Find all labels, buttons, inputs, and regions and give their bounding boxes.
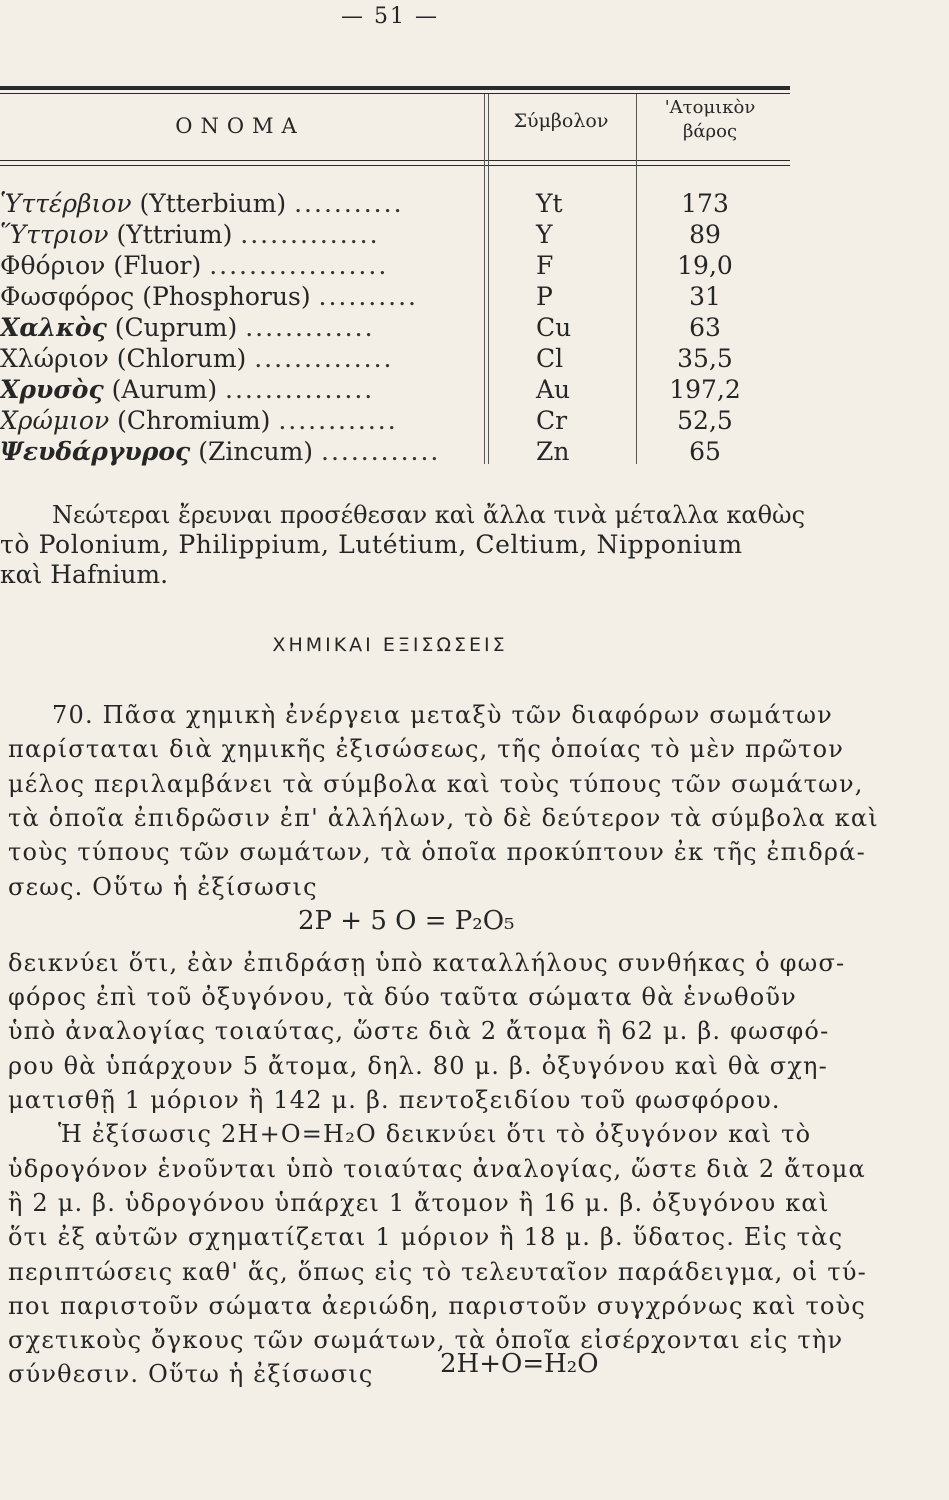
text-line: 70. Πᾶσα χημικὴ ἐνέργεια μεταξὺ τῶν διαφόρων σωμάτων bbox=[52, 701, 833, 729]
text-line: παρίσταται διὰ χημικῆς ἐξισώσεως, τῆς ὁποίας τὸ μὲν πρῶτον bbox=[8, 735, 845, 764]
element-table bbox=[0, 188, 790, 467]
element-greek-name: Ὕττριον bbox=[0, 220, 109, 249]
leader-dots: .................. bbox=[209, 251, 389, 280]
header-bottom-rule bbox=[0, 160, 790, 161]
element-latin-name: (Ytterbium) bbox=[139, 189, 287, 218]
leader-dots: .......... bbox=[318, 282, 418, 311]
text-line: ὑπὸ ἀναλογίας τοιαύτας, ὥστε διὰ 2 ἄτομα ἢ 62 μ. β. φωσφό- bbox=[8, 1017, 830, 1046]
text-line: τοὺς τύπους τῶν σωμάτων, τὰ ὁποῖα προκύπτουν ἐκ τῆς ἐπιδρά- bbox=[8, 838, 866, 867]
equation: 2H+O=H₂O bbox=[440, 1349, 599, 1380]
atomic-weight: 31 bbox=[689, 282, 721, 311]
equation: 2P + 5 O = P₂O₅ bbox=[298, 905, 515, 936]
page-number: — 51 — bbox=[341, 4, 439, 29]
element-greek-name: Χρυσὸς bbox=[0, 375, 104, 404]
leader-dots: ........... bbox=[294, 189, 404, 218]
atomic-weight: 35,5 bbox=[677, 344, 733, 373]
atomic-weight: 19,0 bbox=[677, 251, 733, 280]
table-row bbox=[0, 250, 790, 281]
element-greek-name: Ὑττέρβιον bbox=[0, 189, 132, 218]
element-name bbox=[0, 312, 478, 343]
element-greek-name: Χρώμιον bbox=[0, 406, 110, 435]
leader-dots: ............. bbox=[245, 313, 375, 342]
column-header-weight-line2: βάρος bbox=[682, 121, 738, 142]
element-symbol: F bbox=[536, 251, 554, 280]
element-symbol: Yt bbox=[536, 189, 563, 218]
text-line: ὅτι ἐξ αὐτῶν σχηματίζεται 1 μόριον ἢ 18 μ. β. ὕδατος. Εἰς τὰς bbox=[8, 1223, 844, 1252]
element-name bbox=[0, 188, 478, 219]
text-line: δεικνύει ὅτι, ἐὰν ἐπιδράσῃ ὑπὸ καταλλήλους συνθήκας ὁ φωσ- bbox=[8, 948, 846, 977]
element-latin-name: (Aurum) bbox=[111, 375, 218, 404]
element-latin-name: (Phosphorus) bbox=[142, 282, 311, 311]
element-name bbox=[0, 281, 478, 312]
text-line: σχετικοὺς ὄγκους τῶν σωμάτων, τὰ ὁποῖα εἰσέρχονται εἰς τὴν bbox=[8, 1326, 844, 1355]
table-row bbox=[0, 219, 790, 250]
section-heading: ΧΗΜΙΚΑΙ ΕΞΙΣΩΣΕΙΣ bbox=[272, 634, 508, 656]
table-row bbox=[0, 188, 790, 219]
element-greek-name: Χλώριον bbox=[0, 344, 109, 373]
note-line: καὶ Hafnium. bbox=[0, 560, 169, 589]
leader-dots: ............... bbox=[225, 375, 375, 404]
table-top-rule-thin bbox=[0, 93, 790, 94]
column-header-name: ΟΝΟΜΑ bbox=[175, 114, 305, 138]
element-latin-name: (Zincum) bbox=[198, 437, 314, 466]
atomic-weight: 65 bbox=[689, 437, 721, 466]
text-line: μέλος περιλαμβάνει τὰ σύμβολα καὶ τοὺς τύπους τῶν σωμάτων, bbox=[8, 769, 864, 798]
element-symbol: P bbox=[536, 282, 553, 311]
element-name bbox=[0, 343, 478, 374]
text-line: περιπτώσεις καθ' ἅς, ὅπως εἰς τὸ τελευταῖον παράδειγμα, οἱ τύ- bbox=[8, 1257, 867, 1286]
column-header-symbol: Σύμβολον bbox=[513, 110, 609, 132]
text-line: ματισθῇ 1 μόριον ἢ 142 μ. β. πεντοξειδίου τοῦ φωσφόρου. bbox=[8, 1086, 781, 1114]
element-greek-name: Φθόριον bbox=[0, 251, 106, 280]
text-line: σεως. Οὕτω ἡ ἐξίσωσις bbox=[8, 872, 318, 901]
leader-dots: ............ bbox=[278, 406, 398, 435]
note-line: τὸ Polonium, Philippium, Lutétium, Celtium, Nipponium bbox=[0, 530, 743, 559]
element-symbol: Au bbox=[536, 375, 571, 404]
table-row bbox=[0, 436, 790, 467]
element-name bbox=[0, 219, 478, 250]
text-line: ἢ 2 μ. β. ὑδρογόνου ὑπάρχει 1 ἄτομον ἢ 16 μ. β. ὀξυγόνου καὶ bbox=[8, 1188, 830, 1217]
text-line: ὑδρογόνον ἑνοῦνται ὑπὸ τοιαύτας ἀναλογίας, ὥστε διὰ 2 ἄτομα bbox=[8, 1154, 866, 1183]
element-symbol: Y bbox=[536, 220, 553, 249]
element-latin-name: (Cuprum) bbox=[114, 313, 238, 342]
element-latin-name: (Chlorum) bbox=[116, 344, 247, 373]
element-name bbox=[0, 250, 478, 281]
text-line: Ἡ ἐξίσωσις 2H+O=H₂O δεικνύει ὅτι τὸ ὀξυγόνον καὶ τὸ bbox=[58, 1120, 812, 1149]
element-symbol: Cl bbox=[536, 344, 564, 373]
element-symbol: Cr bbox=[536, 406, 568, 435]
text-line: φόρος ἐπὶ τοῦ ὀξυγόνου, τὰ δύο ταῦτα σώματα θὰ ἑνωθοῦν bbox=[8, 983, 797, 1012]
atomic-weight: 52,5 bbox=[677, 406, 733, 435]
table-row bbox=[0, 281, 790, 312]
text-line: τὰ ὁποῖα ἐπιδρῶσιν ἐπ' ἀλλήλων, τὸ δὲ δεύτερον τὰ σύμβολα καὶ bbox=[8, 803, 879, 832]
header-bottom-rule-2 bbox=[0, 165, 790, 166]
text-line: ρου θὰ ὑπάρχουν 5 ἄτομα, δηλ. 80 μ. β. ὀξυγόνου καὶ θὰ σχη- bbox=[8, 1051, 828, 1080]
note-line: Νεώτεραι ἔρευναι προσέθεσαν καὶ ἄλλα τινὰ μέταλλα καθὼς bbox=[52, 501, 806, 529]
column-header-weight bbox=[640, 96, 780, 144]
table-row bbox=[0, 374, 790, 405]
column-header-weight-line1: 'Ατομικὸν bbox=[664, 97, 756, 118]
element-name bbox=[0, 405, 478, 436]
atomic-weight: 89 bbox=[689, 220, 721, 249]
text-line: ποι παριστοῦν σώματα ἀεριώδη, παριστοῦν συγχρόνως καὶ τοὺς bbox=[8, 1291, 867, 1320]
element-symbol: Cu bbox=[536, 313, 572, 342]
table-row bbox=[0, 312, 790, 343]
atomic-weight: 197,2 bbox=[669, 375, 741, 404]
leader-dots: ............ bbox=[321, 437, 441, 466]
element-name bbox=[0, 436, 478, 467]
note-paragraph bbox=[0, 500, 820, 590]
element-name bbox=[0, 374, 478, 405]
element-greek-name: Ψευδάργυρος bbox=[0, 437, 191, 466]
element-latin-name: (Chromium) bbox=[117, 406, 271, 435]
element-greek-name: Χαλκὸς bbox=[0, 313, 107, 342]
table-row bbox=[0, 343, 790, 374]
element-latin-name: (Fluor) bbox=[113, 251, 202, 280]
atomic-weight: 173 bbox=[681, 189, 729, 218]
element-latin-name: (Yttrium) bbox=[116, 220, 233, 249]
leader-dots: .............. bbox=[240, 220, 380, 249]
element-greek-name: Φωσφόρος bbox=[0, 282, 135, 311]
atomic-weight: 63 bbox=[689, 313, 721, 342]
leader-dots: .............. bbox=[254, 344, 394, 373]
text-line: σύνθεσιν. Οὕτω ἡ ἐξίσωσις bbox=[8, 1360, 374, 1389]
table-top-rule bbox=[0, 86, 790, 90]
element-symbol: Zn bbox=[536, 437, 570, 466]
table-row bbox=[0, 405, 790, 436]
